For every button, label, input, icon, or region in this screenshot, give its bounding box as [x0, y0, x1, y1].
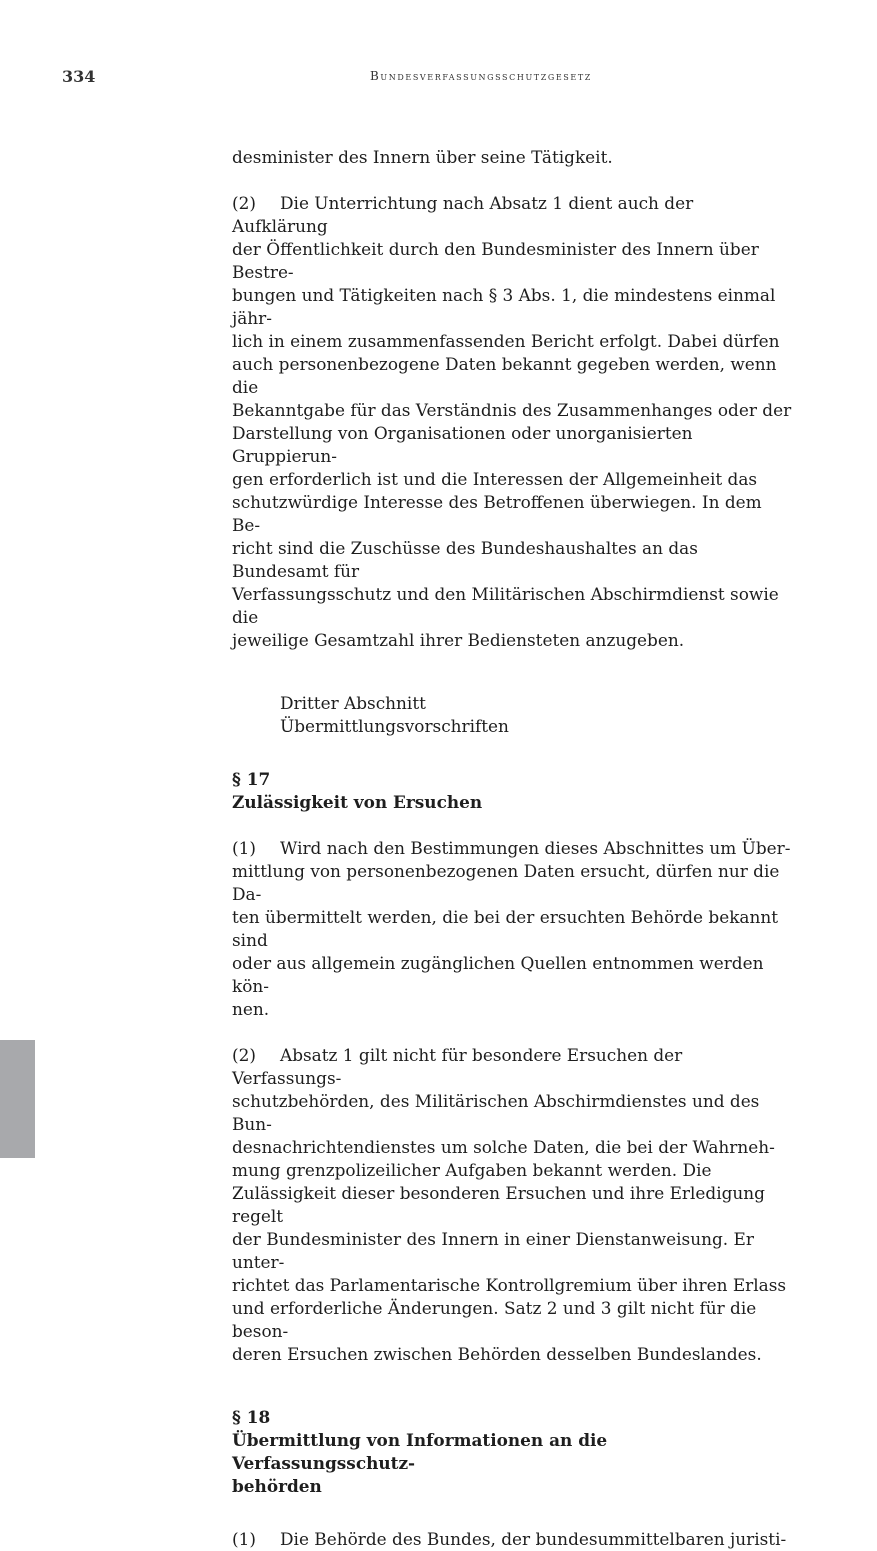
paragraph-text: Die Unterrichtung nach Absatz 1 dient auch der Aufklärung der Öffentlichkeit durch den Bundesminister des Innern über Bestre- bungen und Tätigkeiten nach § 3 Abs. 1, die mindestens einmal jähr- lich in einem zusammenfassenden Bericht erfolgt. Dabei dürfen auch personenbezogene Daten bekannt gegeben werden, wenn die Bekanntgabe für das Verständnis des Zusammenhanges oder der Darstellung von Organisationen oder unorganisierten Gruppierun- gen erforderlich ist und die Interessen der Allgemeinheit das schutzwürdige Interesse des Betroffenen überwiegen. In dem Be- richt sind die Zuschüsse des Bundeshaushaltes an das Bundesamt für Verfassungsschutz und den Militärischen Abschirmdienst sowie die jeweilige Gesamtzahl ihrer Bediensteten anzugeben. — [232, 193, 792, 650]
division-heading-1: Dritter Abschnitt — [280, 693, 426, 713]
page-content — [232, 146, 792, 1551]
section-17-paragraph-1 — [232, 837, 792, 1021]
paragraph-number: (2) — [232, 1045, 256, 1065]
paragraph-number: (2) — [232, 193, 256, 213]
page-number: 334 — [62, 67, 96, 86]
paragraph-2 — [232, 192, 792, 652]
paragraph-text: Absatz 1 gilt nicht für besondere Ersuchen der Verfassungs- schutzbehörden, des Militärischen Abschirmdienstes und des Bun- desnachrichtendienstes um solche Daten, die bei der Wahrneh- mung grenzpolizeilicher Aufgaben bekannt werden. Die Zulässigkeit dieser besonderen Ersuchen und ihre Erledigung regelt der Bundesminister des Innern in einer Dienstanweisung. Er unter- richtet das Parlamentarische Kontrollgremium über ihren Erlass und erforderliche Änderungen. Satz 2 und 3 gilt nicht für die beson- deren Ersuchen zwischen Behörden desselben Bundeslandes. — [232, 1045, 787, 1364]
section-17-title: Zulässigkeit von Ersuchen — [232, 792, 483, 812]
intro-line: desminister des Innern über seine Tätigkeit. — [232, 147, 613, 167]
paragraph-text: Wird nach den Bestimmungen dieses Abschnittes um Über- mittlung von personenbezogenen Daten ersucht, dürfen nur die Da- ten übermittelt werden, die bei der ersuchten Behörde bekannt sind oder aus allgemein zugänglichen Quellen entnommen werden kön- nen. — [232, 838, 791, 1019]
running-header: Bundesverfassungsschutzgesetz — [370, 69, 592, 83]
paragraph-number: (1) — [232, 1529, 256, 1549]
paragraph-number: (1) — [232, 838, 256, 858]
section-18-title: Übermittlung von Informationen an die Verfassungsschutz- behörden — [232, 1430, 608, 1496]
paragraph-text: Die Behörde des Bundes, der bundesummittelbaren juristi- — [280, 1529, 787, 1549]
section-18-paragraph-1 — [232, 1528, 792, 1551]
section-18-number: § 18 — [232, 1407, 271, 1427]
section-17-number: § 17 — [232, 769, 271, 789]
thumb-index-tab — [0, 1040, 35, 1158]
division-heading-2: Übermittlungsvorschriften — [280, 716, 509, 736]
section-17-paragraph-2 — [232, 1044, 792, 1366]
